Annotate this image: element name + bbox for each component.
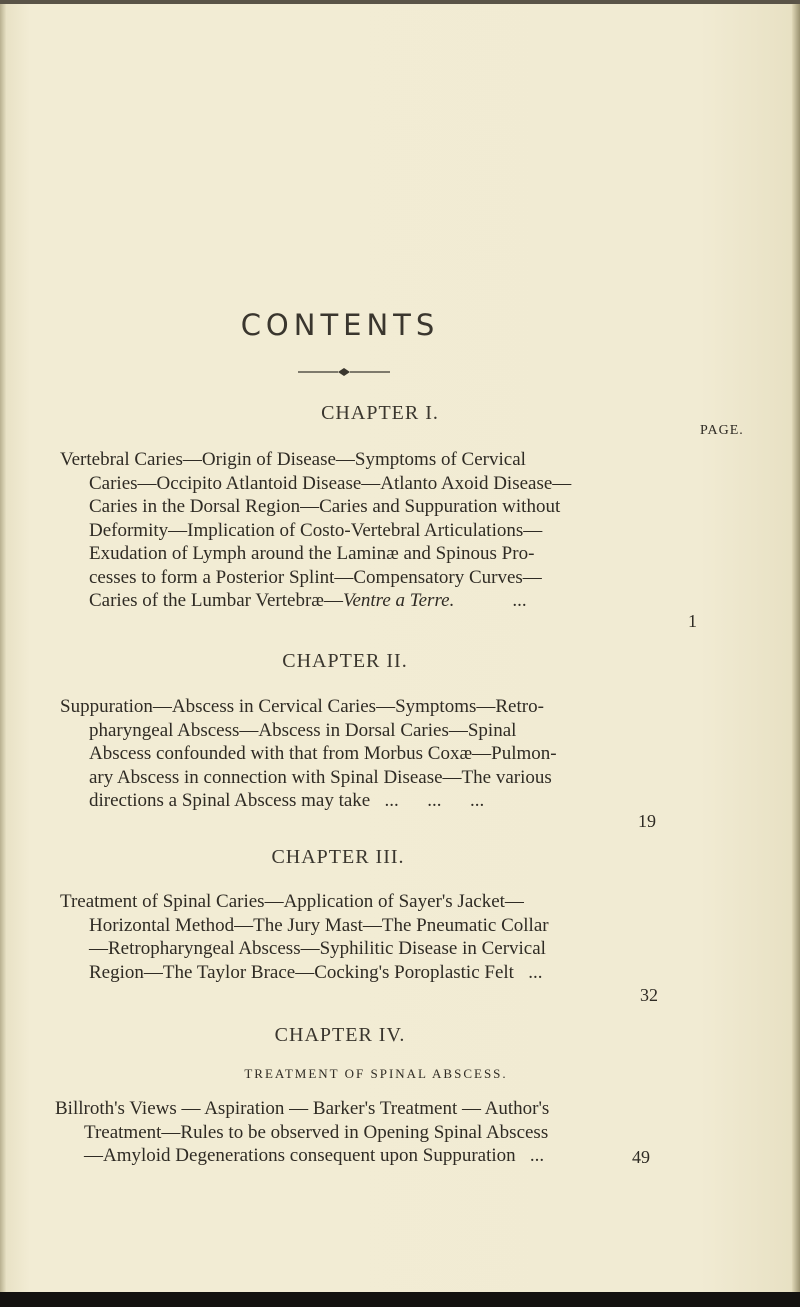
contents-title: CONTENTS <box>240 308 440 342</box>
entry-line: Caries in the Dorsal Region—Caries and Suppuration without <box>89 496 561 517</box>
entry-line: —Retropharyngeal Abscess—Syphilitic Disease in Cervical <box>89 938 546 959</box>
entry-line: —Amyloid Degenerations consequent upon Suppuration ... <box>84 1145 545 1166</box>
entry-line: Caries—Occipito Atlantoid Disease—Atlanto Axoid Disease— <box>89 472 572 494</box>
entry-line: Treatment of Spinal Caries—Application of Sayer's Jacket— <box>60 891 524 912</box>
entry-line: Horizontal Method—The Jury Mast—The Pneumatic Collar <box>89 914 549 936</box>
chapter-4-subheading: TREATMENT OF SPINAL ABSCESS. <box>244 1066 508 1081</box>
entry-line: ary Abscess in connection with Spinal Disease—The various <box>89 766 552 788</box>
entry-line-italic: Ventre a Terre. <box>342 590 455 611</box>
entry-line: Billroth's Views — Aspiration — Barker's Treatment — Author's <box>55 1098 550 1119</box>
entry-line: directions a Spinal Abscess may take ... ... ... <box>89 790 485 811</box>
ornament-rule-icon <box>298 367 390 377</box>
chapter-3-entry <box>60 890 640 984</box>
entry-line: Region—The Taylor Brace—Cocking's Poroplastic Felt ... <box>89 961 543 983</box>
chapter-2-page-number: 19 <box>638 811 656 831</box>
chapter-2-entry <box>60 695 640 813</box>
chapter-1-page-number: 1 <box>688 611 697 631</box>
entry-line: Deformity—Implication of Costo-Vertebral Articulations— <box>89 519 543 541</box>
page-left-edge <box>0 0 6 1307</box>
leader-dots: ... <box>512 590 527 611</box>
entry-line-text: Caries of the Lumbar Vertebræ— <box>89 590 343 611</box>
entry-line: Exudation of Lymph around the Laminæ and Spinous Pro- <box>89 543 535 564</box>
chapter-4-heading: CHAPTER IV. <box>274 1024 406 1046</box>
chapter-1-entry <box>60 448 640 613</box>
chapter-2-heading: CHAPTER II. <box>282 650 408 672</box>
entry-line: Vertebral Caries—Origin of Disease—Symptoms of Cervical <box>60 449 526 470</box>
entry-line: Abscess confounded with that from Morbus Coxæ—Pulmon- <box>89 743 557 764</box>
entry-line: Suppuration—Abscess in Cervical Caries—Symptoms—Retro- <box>60 696 544 717</box>
chapter-1-heading: CHAPTER I. <box>321 402 439 424</box>
chapter-3-heading: CHAPTER III. <box>271 846 405 868</box>
entry-line: cesses to form a Posterior Splint—Compensatory Curves— <box>89 566 542 588</box>
page-right-edge <box>792 0 800 1307</box>
page-top-edge <box>0 0 800 4</box>
chapter-4-page-number: 49 <box>632 1147 650 1167</box>
entry-line: Treatment—Rules to be observed in Opening Spinal Abscess <box>84 1121 549 1143</box>
chapter-3-page-number: 32 <box>640 985 658 1005</box>
scan-bottom-edge <box>0 1292 800 1307</box>
entry-line <box>60 589 640 613</box>
entry-line: pharyngeal Abscess—Abscess in Dorsal Caries—Spinal <box>89 719 517 741</box>
page-column-label: PAGE. <box>700 423 744 438</box>
chapter-4-entry <box>55 1097 635 1168</box>
